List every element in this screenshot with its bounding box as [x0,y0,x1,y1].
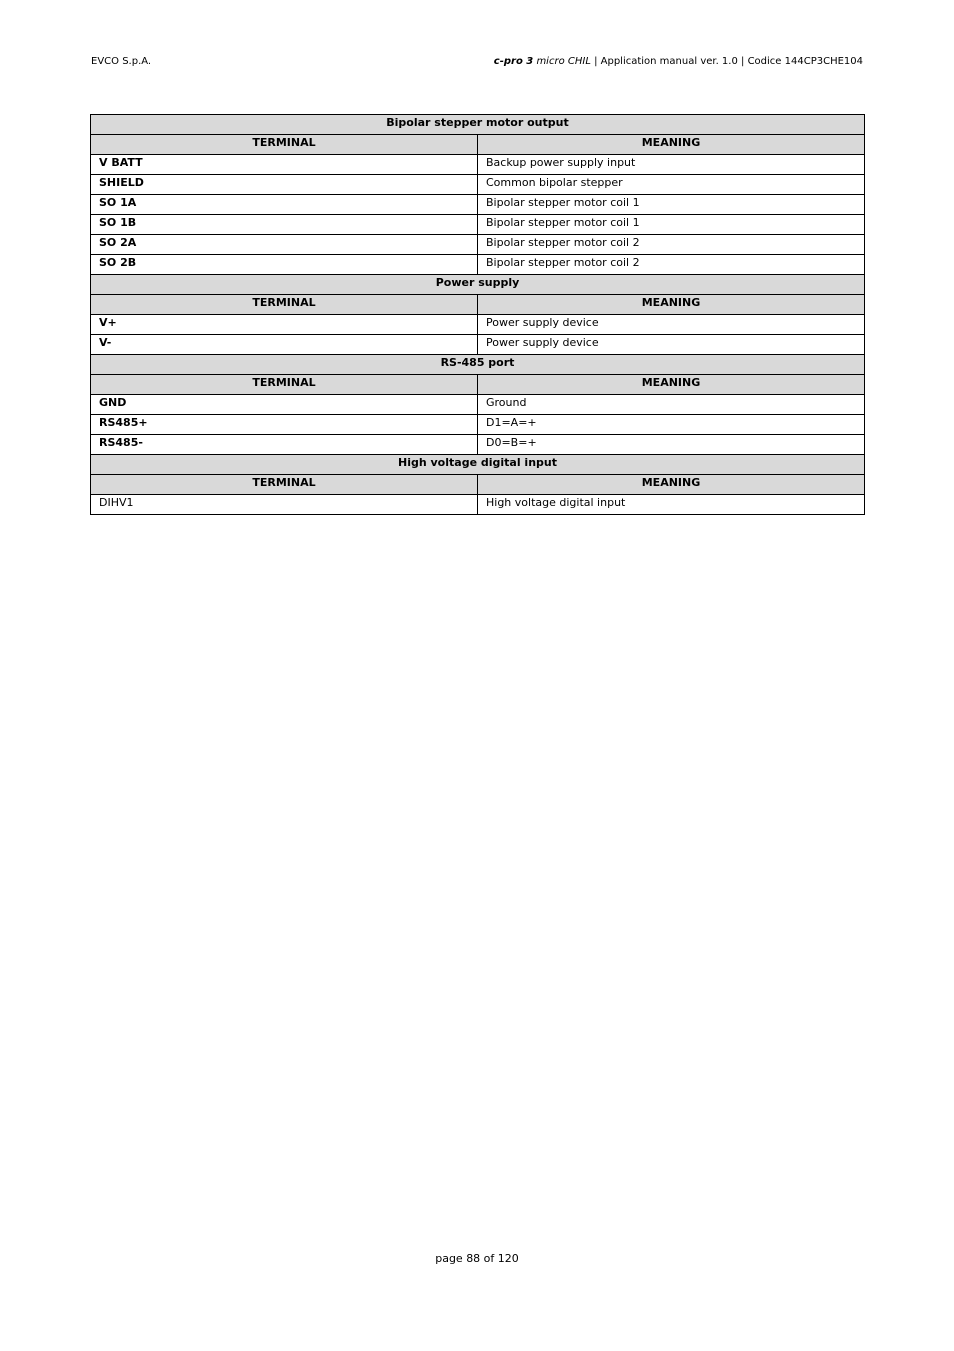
table-row [91,435,865,455]
header-manual-info: | Application manual ver. 1.0 | Codice 144CP3CHE104 [590,56,863,67]
column-header-row [91,295,865,315]
table-row [91,415,865,435]
terminal-cell: RS485- [91,435,478,455]
table-row [91,315,865,335]
column-header-row [91,375,865,395]
terminal-cell: V- [91,335,478,355]
section-title-row [91,275,865,295]
table-row [91,395,865,415]
meaning-cell: Bipolar stepper motor coil 1 [478,215,865,235]
table-row [91,255,865,275]
meaning-cell: D1=A=+ [478,415,865,435]
column-header-row [91,475,865,495]
meaning-cell: Bipolar stepper motor coil 2 [478,255,865,275]
table-row [91,235,865,255]
section-title: RS-485 port [91,355,865,375]
header-company: EVCO S.p.A. [91,56,152,67]
page-number: page 88 of 120 [435,1252,519,1265]
section-title: High voltage digital input [91,455,865,475]
meaning-cell: Bipolar stepper motor coil 2 [478,235,865,255]
meaning-cell: Common bipolar stepper [478,175,865,195]
header-product-bold: c-pro 3 [493,56,534,67]
terminal-cell: V BATT [91,155,478,175]
column-header-row [91,135,865,155]
section-title: Power supply [91,275,865,295]
meaning-cell: Power supply device [478,315,865,335]
section-title-row [91,455,865,475]
table-row [91,495,865,515]
meaning-cell: Power supply device [478,335,865,355]
column-header-meaning: MEANING [478,475,865,495]
meaning-cell: Backup power supply input [478,155,865,175]
table-row [91,195,865,215]
header-document-info [494,56,863,67]
column-header-meaning: MEANING [478,375,865,395]
terminal-cell: V+ [91,315,478,335]
terminal-cell: GND [91,395,478,415]
column-header-terminal: TERMINAL [91,475,478,495]
column-header-terminal: TERMINAL [91,375,478,395]
terminal-cell: SO 1B [91,215,478,235]
terminal-cell: SO 1A [91,195,478,215]
terminal-cell: SHIELD [91,175,478,195]
column-header-terminal: TERMINAL [91,295,478,315]
terminal-cell: SO 2A [91,235,478,255]
section-title: Bipolar stepper motor output [91,115,865,135]
meaning-cell: Bipolar stepper motor coil 1 [478,195,865,215]
header-product-italic: micro CHIL [533,56,591,67]
table-row [91,155,865,175]
table-row [91,335,865,355]
section-title-row [91,355,865,375]
terminal-cell: DIHV1 [91,495,478,515]
section-title-row [91,115,865,135]
terminal-cell: SO 2B [91,255,478,275]
meaning-cell: D0=B=+ [478,435,865,455]
terminal-cell: RS485+ [91,415,478,435]
meaning-cell: Ground [478,395,865,415]
meaning-cell: High voltage digital input [478,495,865,515]
table-row [91,215,865,235]
table-row [91,175,865,195]
column-header-meaning: MEANING [478,135,865,155]
column-header-meaning: MEANING [478,295,865,315]
column-header-terminal: TERMINAL [91,135,478,155]
terminal-table [90,114,865,515]
